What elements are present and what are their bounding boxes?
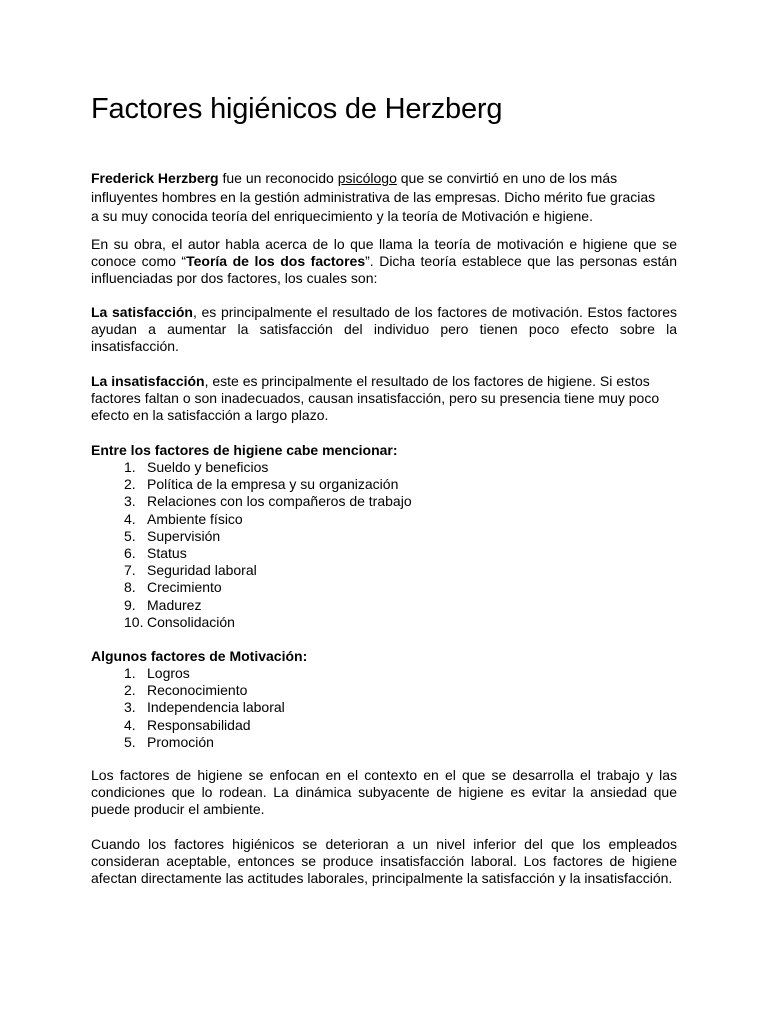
satisfaction-paragraph: [91, 304, 677, 355]
list-item: [91, 476, 677, 493]
list-item: [91, 459, 677, 476]
intro-paragraph: [91, 169, 677, 226]
list-item-text: Sueldo y beneficios: [147, 459, 269, 475]
list-item-number: 4.: [124, 510, 136, 527]
intro-text-1: fue un reconocido: [218, 170, 338, 186]
satisfaction-text: , es principalmente el resultado de los factores de motivación. Estos factores ayudan a aumentar la satisfacción del individuo pero tienen poco efecto sobre la insatisfacción.: [91, 304, 677, 354]
list-item: [91, 562, 677, 579]
list-item-text: Crecimiento: [147, 579, 222, 596]
intro-line-3: a su muy conocida teoría del enriquecimiento y la teoría de Motivación e higiene.: [91, 208, 593, 224]
list-item-number: 7.: [124, 562, 136, 579]
list-item-text: Status: [147, 544, 187, 561]
motivation-factors-list: [91, 665, 677, 751]
list-item-number: 1.: [124, 459, 136, 475]
list-item-number: 3.: [124, 493, 136, 510]
page-title: Factores higiénicos de Herzberg: [91, 93, 503, 125]
list-item-text: Política de la empresa y su organización: [147, 476, 399, 493]
list-item-number: 4.: [124, 716, 136, 733]
two-factor-text-before: En su obra, el autor habla acerca de lo que llama la teoría de motivación e higiene que se conoce como “: [91, 236, 677, 269]
hygiene-context-paragraph: Los factores de higiene se enfocan en el contexto en el que se desarrolla el trabajo y las condiciones que lo rodean. La dinámica subyacente de higiene es evitar la ansiedad que puede producir el ambiente.: [91, 767, 677, 817]
hygiene-deterioration-paragraph: Cuando los factores higiénicos se deterioran a un nivel inferior del que los empleados consideran aceptable, entonces se produce insatisfacción laboral. Los factores de higiene afectan directamente las actitudes laborales, principalmente la satisfacción y la insatisfacción.: [91, 836, 677, 886]
list-item: [91, 665, 677, 682]
list-item: [91, 734, 677, 751]
dissatisfaction-paragraph: [91, 373, 677, 424]
list-item: [91, 511, 677, 528]
list-item-number: 5.: [124, 527, 136, 544]
dissatisfaction-text: , este es principalmente el resultado de los factores de higiene. Si estos factores faltan o son inadecuados, causan insatisfacción, pero su presencia tiene muy poco efecto en la satisfacción a largo plazo.: [91, 373, 660, 423]
list-item-text: Madurez: [147, 596, 202, 613]
list-item-text: Consolidación: [147, 613, 235, 630]
list-item-number: 3.: [124, 699, 136, 716]
list-item: [91, 699, 677, 716]
intro-line-1: [91, 169, 677, 188]
list-item-text: Responsabilidad: [147, 716, 251, 733]
list-item: [91, 545, 677, 562]
list-item-text: Ambiente físico: [147, 510, 243, 527]
list-item-text: Supervisión: [147, 527, 221, 544]
list-item-text: Relaciones con los compañeros de trabajo: [147, 493, 412, 510]
two-factor-text-after: ”. Dicha teoría establece que las personas están influenciadas por dos factores, los cuales son:: [91, 253, 677, 286]
author-name: Frederick Herzberg: [91, 170, 219, 186]
list-item: [91, 528, 677, 545]
list-item-text: Promoción: [147, 733, 214, 750]
two-factor-paragraph: [91, 236, 677, 287]
list-item: [91, 614, 677, 631]
list-item-number: 2.: [124, 682, 136, 699]
list-item: [91, 493, 677, 510]
list-item-text: Reconocimiento: [147, 682, 248, 699]
list-item-number: 1.: [124, 665, 136, 681]
list-item-number: 2.: [124, 476, 136, 493]
list-item-number: 10.: [124, 613, 144, 630]
list-item-number: 5.: [124, 733, 136, 750]
list-item-text: Logros: [147, 665, 190, 681]
list-item-number: 6.: [124, 544, 136, 561]
intro-line-2: influyentes hombres en la gestión administrativa de las empresas. Dicho mérito fue gracias: [91, 189, 656, 205]
hygiene-factors-list: [91, 459, 677, 631]
list-item: [91, 682, 677, 699]
list-item: [91, 597, 677, 614]
list-item-number: 8.: [124, 579, 136, 596]
motivation-factors-heading: Algunos factores de Motivación:: [91, 648, 308, 664]
list-item: [91, 717, 677, 734]
list-item: [91, 579, 677, 596]
list-item-text: Independencia laboral: [147, 699, 285, 716]
psicologo-link[interactable]: psicólogo: [337, 170, 397, 186]
hygiene-factors-heading: Entre los factores de higiene cabe mencionar:: [91, 442, 398, 458]
intro-text-2: que se convirtió en uno de los más: [396, 170, 618, 186]
two-factor-theory-name: Teoría de los dos factores: [186, 253, 366, 269]
dissatisfaction-term: La insatisfacción: [91, 373, 205, 389]
list-item-number: 9.: [124, 596, 136, 613]
satisfaction-term: La satisfacción: [91, 304, 193, 320]
list-item-text: Seguridad laboral: [147, 562, 257, 579]
